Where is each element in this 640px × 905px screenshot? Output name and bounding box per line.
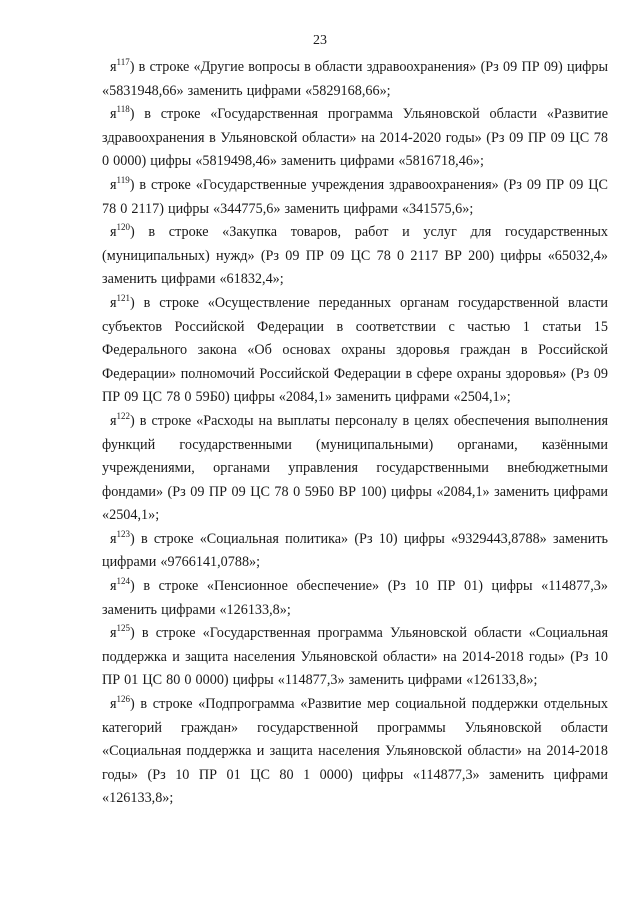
item-number: 123: [116, 528, 131, 539]
item-number: 117: [116, 57, 130, 67]
paragraph-text: ) в строке «Государственная программа Ульяновской области «Социальная поддержка и защита населения Ульяновской области» на 2014-2018 годы» (Рз 10 ПР 01 ЦС 80 0 0000) цифры «114877,3» заменить цифрами «126133,8»;: [102, 625, 608, 689]
amendment-paragraph: [102, 221, 608, 292]
item-number: 119: [116, 174, 130, 185]
item-number: 124: [116, 576, 131, 587]
paragraph-text: ) в строке «Закупка товаров, работ и услуг для государственных (муниципальных) нужд» (Рз 09 ПР 09 ЦС 78 0 2117 ВР 200) цифры «65032,4» заменить цифрами «61832,4»;: [102, 224, 608, 288]
paragraph-text: ) в строке «Социальная политика» (Рз 10) цифры «9329443,8788» заменить цифрами «9766141,0788»;: [102, 530, 608, 571]
paragraph-text: ) в строке «Расходы на выплаты персоналу в целях обеспечения выполнения функций государственными (муниципальными) органами, казёнными учреждениями, органами управления государственными внебюджетными фондами» (Рз 09 ПР 09 ЦС 78 0 59Б0 ВР 100) цифры «2084,1» заменить цифрами «2504,1»;: [102, 412, 608, 524]
item-number: 121: [116, 292, 131, 303]
paragraph-text: ) в строке «Подпрограмма «Развитие мер социальной поддержки отдельных категорий граждан» государственной программы Ульяновской области «Социальная поддержка и защита населения Ульяновской области» на 2014-2018 годы» (Рз 10 ПР 01 ЦС 80 1 0000) цифры «114877,3» заменить цифрами «126133,8»;: [102, 696, 608, 807]
item-marker: я: [110, 59, 117, 75]
amendment-paragraph: [102, 410, 608, 528]
amendment-paragraph: [102, 693, 608, 811]
item-number: 126: [116, 694, 131, 705]
page-number: 23: [313, 33, 327, 48]
amendment-paragraph: [102, 56, 608, 103]
item-marker: я: [110, 530, 117, 547]
item-number: 122: [116, 410, 131, 421]
amendment-paragraph: [102, 575, 608, 622]
item-marker: я: [110, 176, 117, 193]
amendment-paragraph: [102, 528, 608, 575]
item-number: 120: [116, 222, 131, 233]
item-marker: я: [110, 578, 117, 595]
paragraph-text: ) в строке «Осуществление переданных органам государственной власти субъектов Российской Федерации в соответствии с частью 1 статьи 15 Федерального закона «Об основах охраны здоровья граждан в Российской Федерации» полномочий Российской Федерации в сфере охраны здоровья» (Рз 09 ПР 09 ЦС 78 0 59Б0) цифры «2084,1» заменить цифрами «2504,1»;: [102, 294, 608, 406]
document-body: [102, 56, 608, 811]
paragraph-text: ) в строке «Государственная программа Ульяновской области «Развитие здравоохранения в Ульяновской области» на 2014-2020 годы» (Рз 09 ПР 09 ЦС 78 0 0000) цифры «5819498,46» заменить цифрами «5816718,46»;: [102, 106, 608, 170]
item-marker: я: [110, 224, 117, 241]
paragraph-text: ) в строке «Государственные учреждения здравоохранения» (Рз 09 ПР 09 ЦС 78 0 2117) цифры «344775,6» заменить цифрами «341575,6»;: [102, 176, 608, 217]
paragraph-text: ) в строке «Другие вопросы в области здравоохранения» (Рз 09 ПР 09) цифры «5831948,66» заменить цифрами «5829168,66»;: [102, 59, 608, 99]
amendment-paragraph: [102, 103, 608, 174]
item-marker: я: [110, 294, 117, 311]
item-number: 125: [116, 623, 131, 634]
item-marker: я: [110, 696, 117, 713]
item-number: 118: [116, 104, 130, 115]
amendment-paragraph: [102, 174, 608, 221]
amendment-paragraph: [102, 622, 608, 693]
paragraph-text: ) в строке «Пенсионное обеспечение» (Рз 10 ПР 01) цифры «114877,3» заменить цифрами «126133,8»;: [102, 578, 608, 618]
item-marker: я: [110, 106, 117, 123]
item-marker: я: [110, 412, 117, 429]
item-marker: я: [110, 625, 117, 642]
amendment-paragraph: [102, 292, 608, 410]
